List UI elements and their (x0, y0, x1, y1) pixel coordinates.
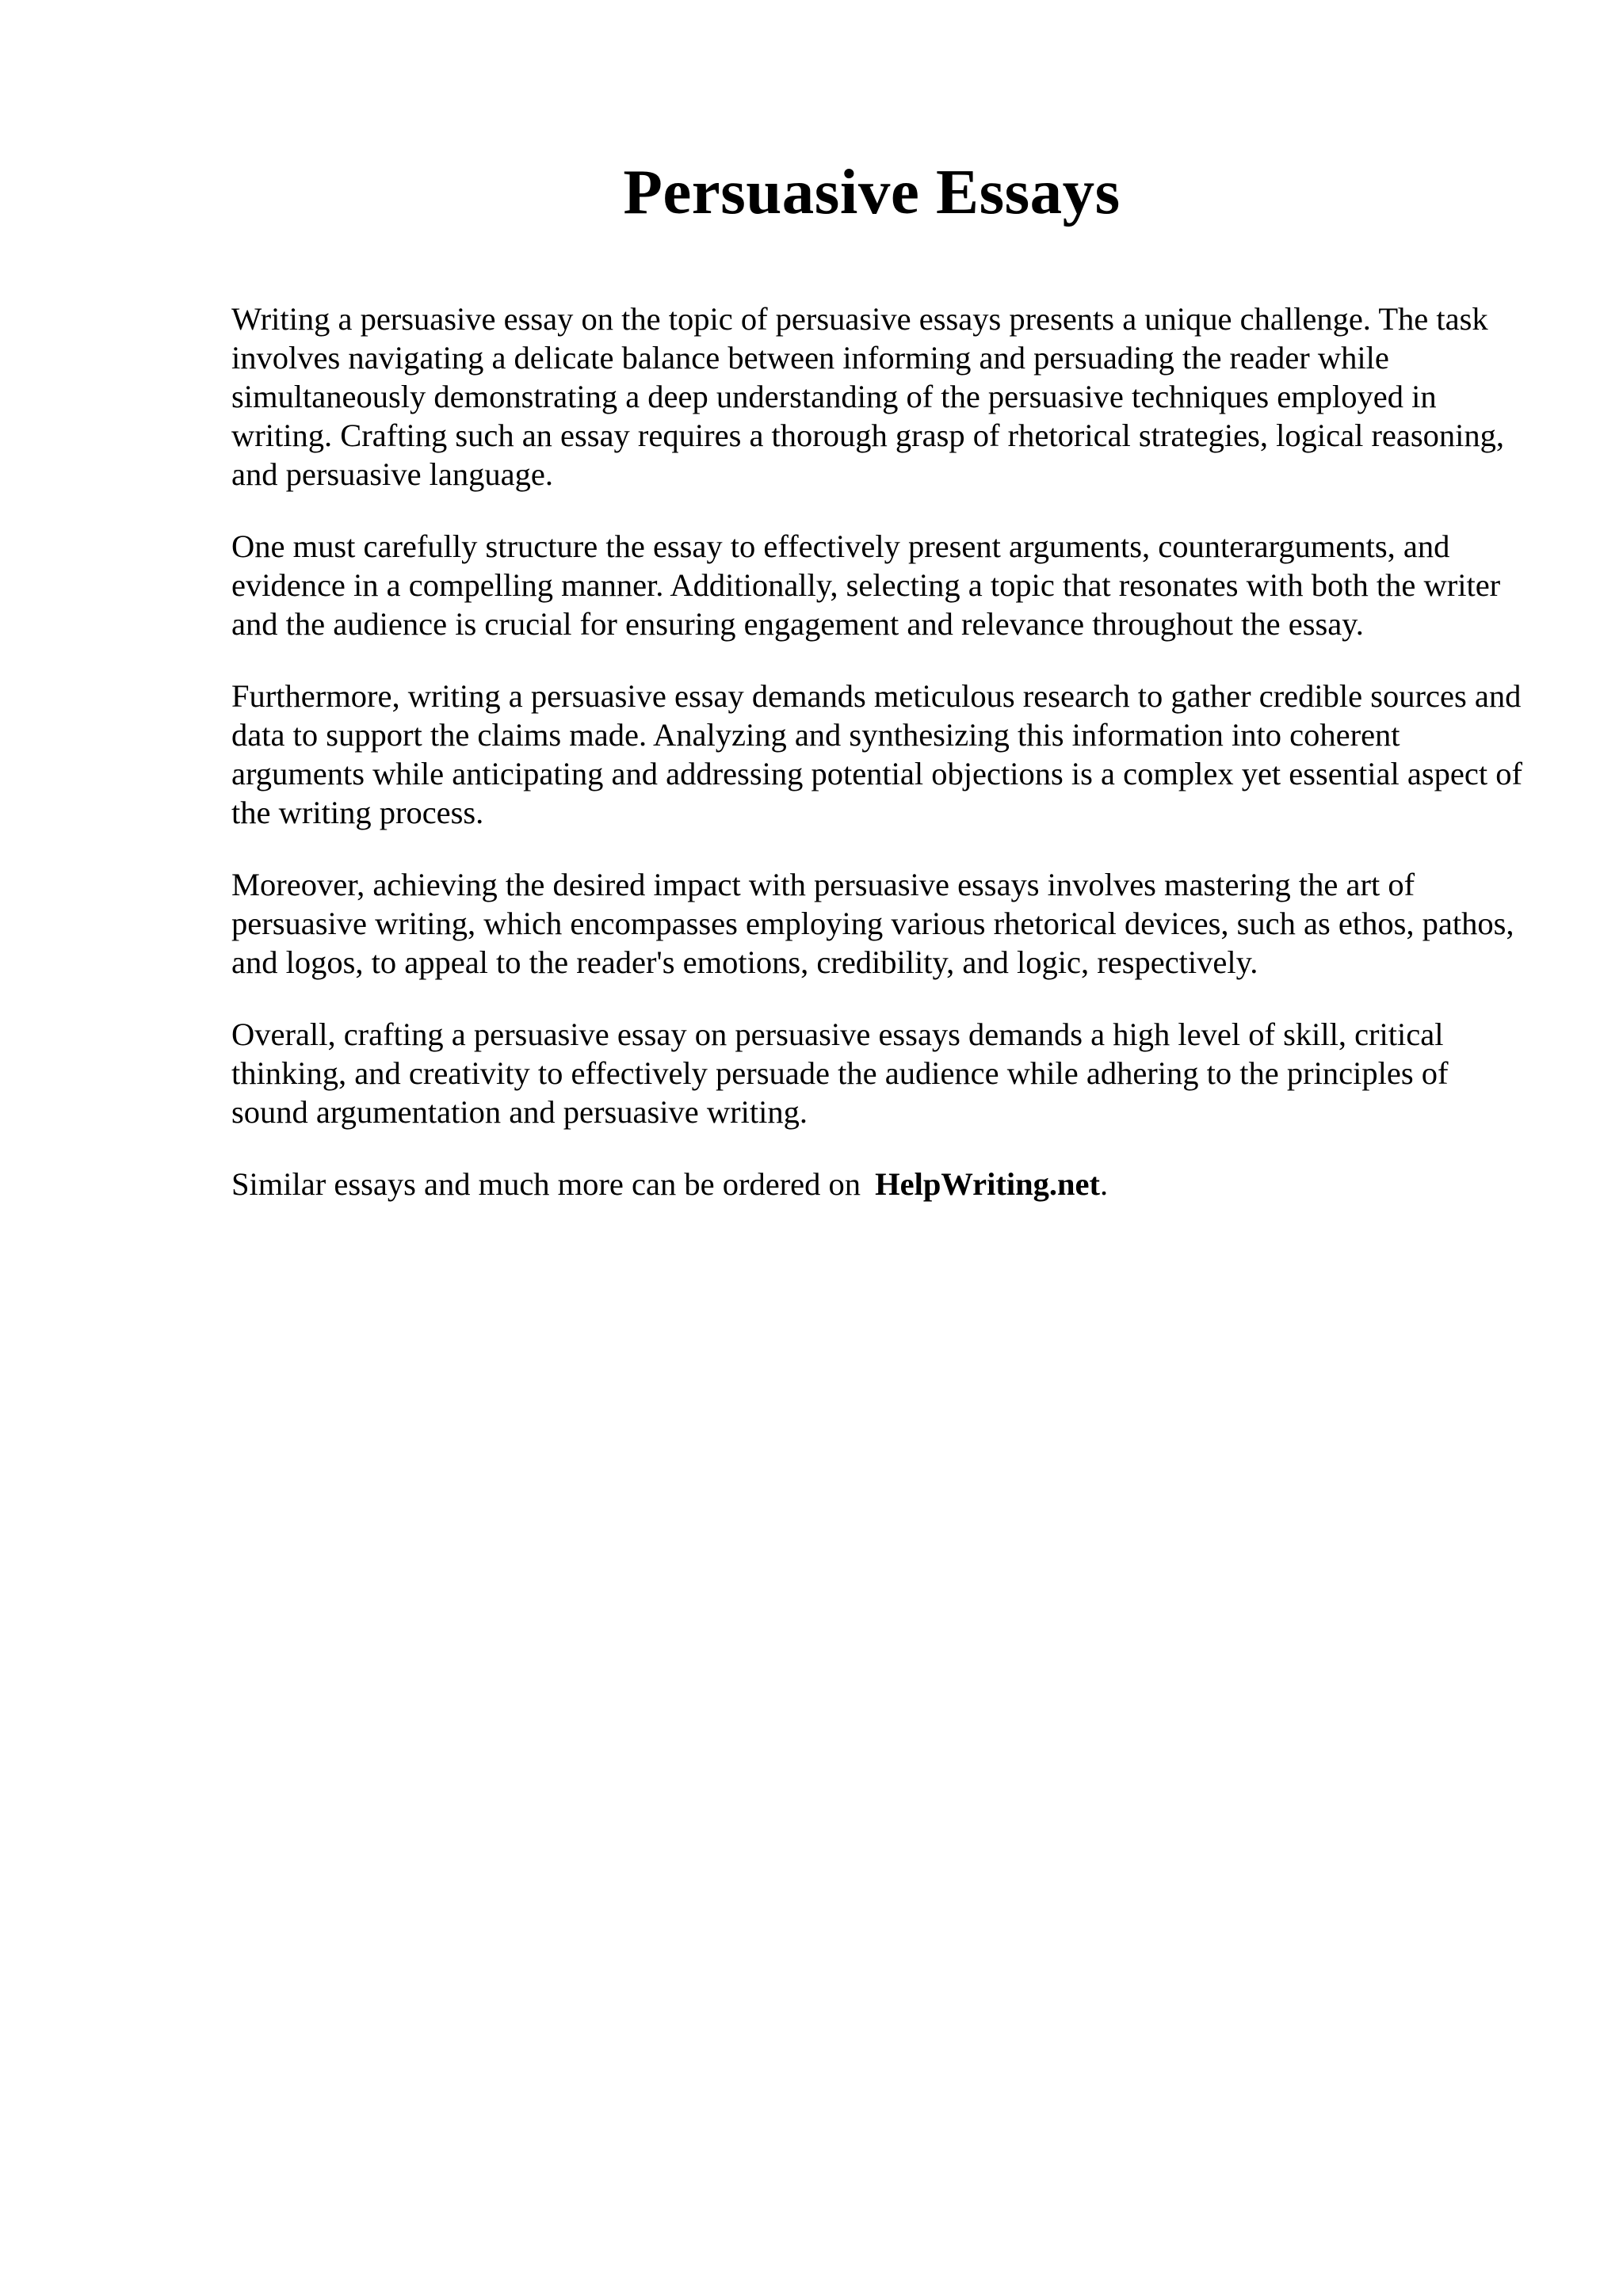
promo-period: . (1100, 1166, 1109, 1202)
promo-line (231, 1165, 1531, 1203)
paragraph-3: Furthermore, writing a persuasive essay demands meticulous research to gather credible sources and data to support the claims made. Analyzing and synthesizing this information into coherent arguments while anticipating and addressing potential objections is a complex yet essential aspect of the writing process. (231, 678, 1522, 830)
paragraph-4: Moreover, achieving the desired impact with persuasive essays involves mastering the art of persuasive writing, which encompasses employing various rhetorical devices, such as ethos, pathos, and logos, to appeal to the reader's emotions, credibility, and logic, respectively. (231, 867, 1514, 980)
paragraph-5: Overall, crafting a persuasive essay on persuasive essays demands a high level of skill, critical thinking, and creativity to effectively persuade the audience while adhering to the principles of sound argumentation and persuasive writing. (231, 1016, 1449, 1130)
promo-text: Similar essays and much more can be ordered on (231, 1166, 861, 1202)
page-title: Persuasive Essays (623, 156, 1121, 227)
paragraph-2: One must carefully structure the essay to effectively present arguments, counterarguments, and evidence in a compelling manner. Additionally, selecting a topic that resonates with both the writer and the audience is crucial for ensuring engagement and relevance throughout the essay. (231, 528, 1501, 642)
paragraph-1: Writing a persuasive essay on the topic of persuasive essays presents a unique challenge. The task involves navigating a delicate balance between informing and persuading the reader while simultaneously demonstrating a deep understanding of the persuasive techniques employed in writing. Crafting such an essay requires a thorough grasp of rhetorical strategies, logical reasoning, and persuasive language. (231, 301, 1505, 492)
essay-body (231, 299, 1531, 1237)
brand-link[interactable]: HelpWriting.net (875, 1166, 1101, 1202)
